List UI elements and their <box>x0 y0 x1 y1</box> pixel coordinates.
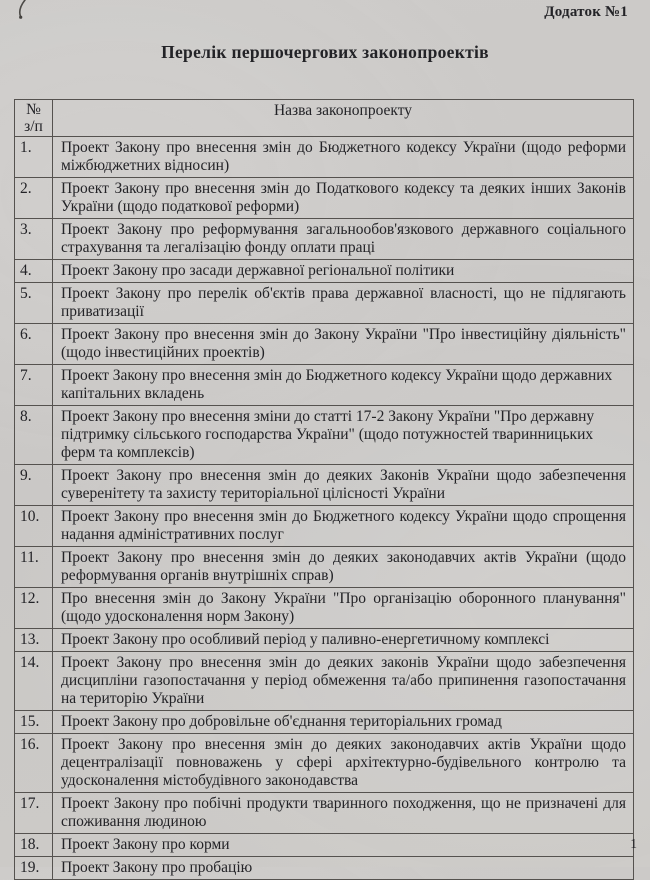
row-number: 8. <box>15 406 53 465</box>
table-row <box>15 465 634 506</box>
row-number: 16. <box>15 734 53 793</box>
table-row <box>15 629 634 652</box>
table-row <box>15 857 634 880</box>
table-row <box>15 283 634 324</box>
law-title: Проект Закону про внесення змін до деяких Законів України щодо забезпечення суверенітету та захисту територіальної цілісності України <box>53 465 634 506</box>
number-header-line1: № <box>26 101 41 118</box>
table-row <box>15 260 634 283</box>
row-number: 1. <box>15 137 53 178</box>
column-header-name: Назва законопроекту <box>53 100 634 137</box>
row-number: 2. <box>15 178 53 219</box>
table-row <box>15 406 634 465</box>
law-title: Проект Закону про внесення змін до Бюджетного кодексу України щодо державних капітальних вкладень <box>53 365 634 406</box>
table-row <box>15 652 634 711</box>
table-row <box>15 219 634 260</box>
row-number: 13. <box>15 629 53 652</box>
row-number: 18. <box>15 834 53 857</box>
table-row <box>15 365 634 406</box>
row-number: 9. <box>15 465 53 506</box>
table-row <box>15 137 634 178</box>
table-row <box>15 588 634 629</box>
law-title: Про внесення змін до Закону України "Про організацію оборонного планування" (щодо удосконалення норм Закону) <box>53 588 634 629</box>
table-row <box>15 547 634 588</box>
law-title: Проект Закону про пробацію <box>53 857 634 880</box>
row-number: 5. <box>15 283 53 324</box>
table-row <box>15 834 634 857</box>
number-header-line2: з/п <box>24 118 43 135</box>
table-row <box>15 711 634 734</box>
law-title: Проект Закону про особливий період у паливно-енергетичному комплексі <box>53 629 634 652</box>
law-title: Проект Закону про внесення змін до деяких законодавчих актів України щодо децентралізації повноважень у сфері архітектурно-будівельного контролю та удосконалення містобудівного законодавства <box>53 734 634 793</box>
handwritten-pen-mark <box>8 0 38 26</box>
row-number: 12. <box>15 588 53 629</box>
law-title: Проект Закону про корми <box>53 834 634 857</box>
law-title: Проект Закону про реформування загальнообов'язкового державного соціального страхування та легалізацію фонду оплати праці <box>53 219 634 260</box>
annex-label: Додаток №1 <box>544 4 628 20</box>
row-number: 19. <box>15 857 53 880</box>
law-title: Проект Закону про засади державної регіональної політики <box>53 260 634 283</box>
law-title: Проект Закону про перелік об'єктів права державної власності, що не підлягають приватизації <box>53 283 634 324</box>
row-number: 10. <box>15 506 53 547</box>
table-header-row <box>15 100 634 137</box>
law-list-table <box>14 99 634 880</box>
page-title: Перелік першочергових законопроектів <box>161 42 489 62</box>
law-title: Проект Закону про внесення змін до Бюджетного кодексу України (щодо реформи міжбюджетних відносин) <box>53 137 634 178</box>
law-title: Проект Закону про внесення змін до Бюджетного кодексу України щодо спрощення надання адміністративних послуг <box>53 506 634 547</box>
row-number: 4. <box>15 260 53 283</box>
table-row <box>15 178 634 219</box>
law-title: Проект Закону про побічні продукти тваринного походження, що не призначені для споживання людиною <box>53 793 634 834</box>
row-number: 14. <box>15 652 53 711</box>
table-row <box>15 734 634 793</box>
law-title: Проект Закону про внесення змін до деяких законодавчих актів України (щодо реформування органів внутрішніх справ) <box>53 547 634 588</box>
row-number: 15. <box>15 711 53 734</box>
table-row <box>15 324 634 365</box>
law-title: Проект Закону про внесення змін до Закону України "Про інвестиційну діяльність" (щодо інвестиційних проектів) <box>53 324 634 365</box>
row-number: 6. <box>15 324 53 365</box>
law-title: Проект Закону про добровільне об'єднання територіальних громад <box>53 711 634 734</box>
law-title: Проект Закону про внесення змін до Податкового кодексу та деяких інших Законів України (щодо податкової реформи) <box>53 178 634 219</box>
row-number: 11. <box>15 547 53 588</box>
table-row <box>15 506 634 547</box>
column-header-number <box>15 100 53 137</box>
row-number: 3. <box>15 219 53 260</box>
row-number: 7. <box>15 365 53 406</box>
row-number: 17. <box>15 793 53 834</box>
law-title: Проект Закону про внесення зміни до статті 17-2 Закону України "Про державну підтримку сільського господарства України" (щодо потужностей тваринницьких ферм та комплексів) <box>53 406 634 465</box>
law-title: Проект Закону про внесення змін до деяких законів України щодо забезпечення дисципліни газопостачання у період обмеження та/або припинення газопостачання на територію України <box>53 652 634 711</box>
page-number: 1 <box>630 836 637 851</box>
table-row <box>15 793 634 834</box>
